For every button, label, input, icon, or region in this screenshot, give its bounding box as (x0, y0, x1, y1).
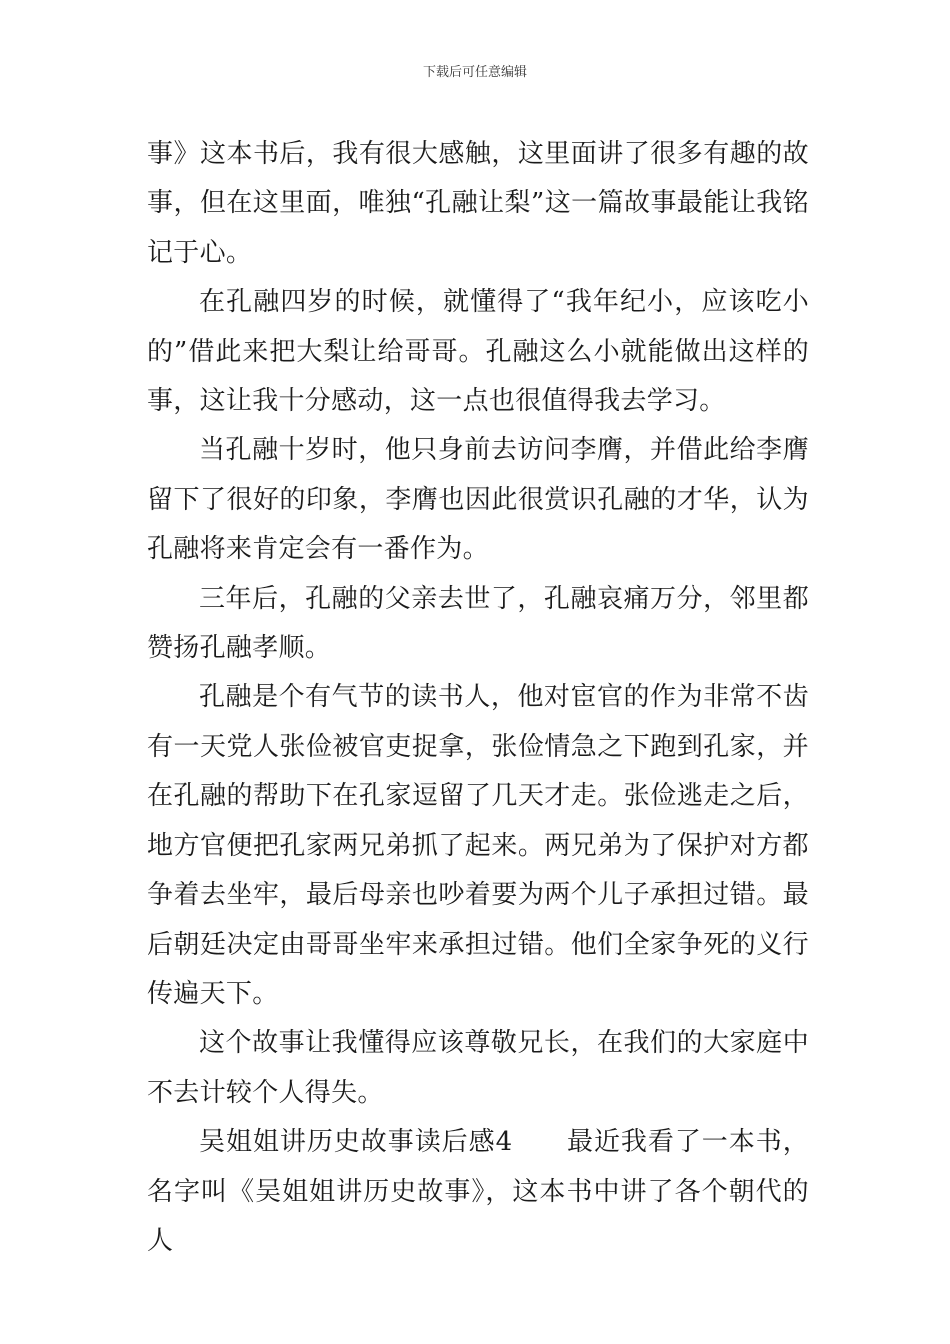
document-body (147, 130, 809, 1266)
paragraph-7: 吴姐姐讲历史故事读后感4 最近我看了一本书，名字叫《吴姐姐讲历史故事》，这本书中讲了各个朝代的人 (147, 1127, 809, 1256)
paragraph-4: 三年后，孔融的父亲去世了，孔融哀痛万分，邻里都赞扬孔融孝顺。 (147, 583, 809, 664)
paragraph-6: 这个故事让我懂得应该尊敬兄长，在我们的大家庭中不去计较个人得失。 (147, 1028, 809, 1108)
paragraph-3: 当孔融十岁时，他只身前去访问李膺，并借此给李膺留下了很好的印象，李膺也因此很赏识孔融的才华，认为孔融将来肯定会有一番作为。 (147, 435, 809, 565)
page-header: 下载后可任意编辑 (422, 65, 527, 80)
paragraph-2: 在孔融四岁的时候，就懂得了“我年纪小，应该吃小的”借此来把大梨让给哥哥。孔融这么小就能做出这样的事，这让我十分感动，这一点也很值得我去学习。 (147, 287, 809, 417)
paragraph-1: 事》这本书后，我有很大感触，这里面讲了很多有趣的故事，但在这里面，唯独“孔融让梨”这一篇故事最能让我铭记于心。 (147, 139, 809, 268)
paragraph-5: 孔融是个有气节的读书人，他对宦官的作为非常不齿有一天党人张俭被官吏捉拿，张俭情急之下跑到孔家，并在孔融的帮助下在孔家逗留了几天才走。张俭逃走之后，地方官便把孔家两兄弟抓了起来。两兄弟为了保护对方都争着去坐牢，最后母亲也吵着要为两个儿子承担过错。最后朝廷决定由哥哥坐牢来承担过错。他们全家争死的义行传遍天下。 (147, 682, 809, 1009)
